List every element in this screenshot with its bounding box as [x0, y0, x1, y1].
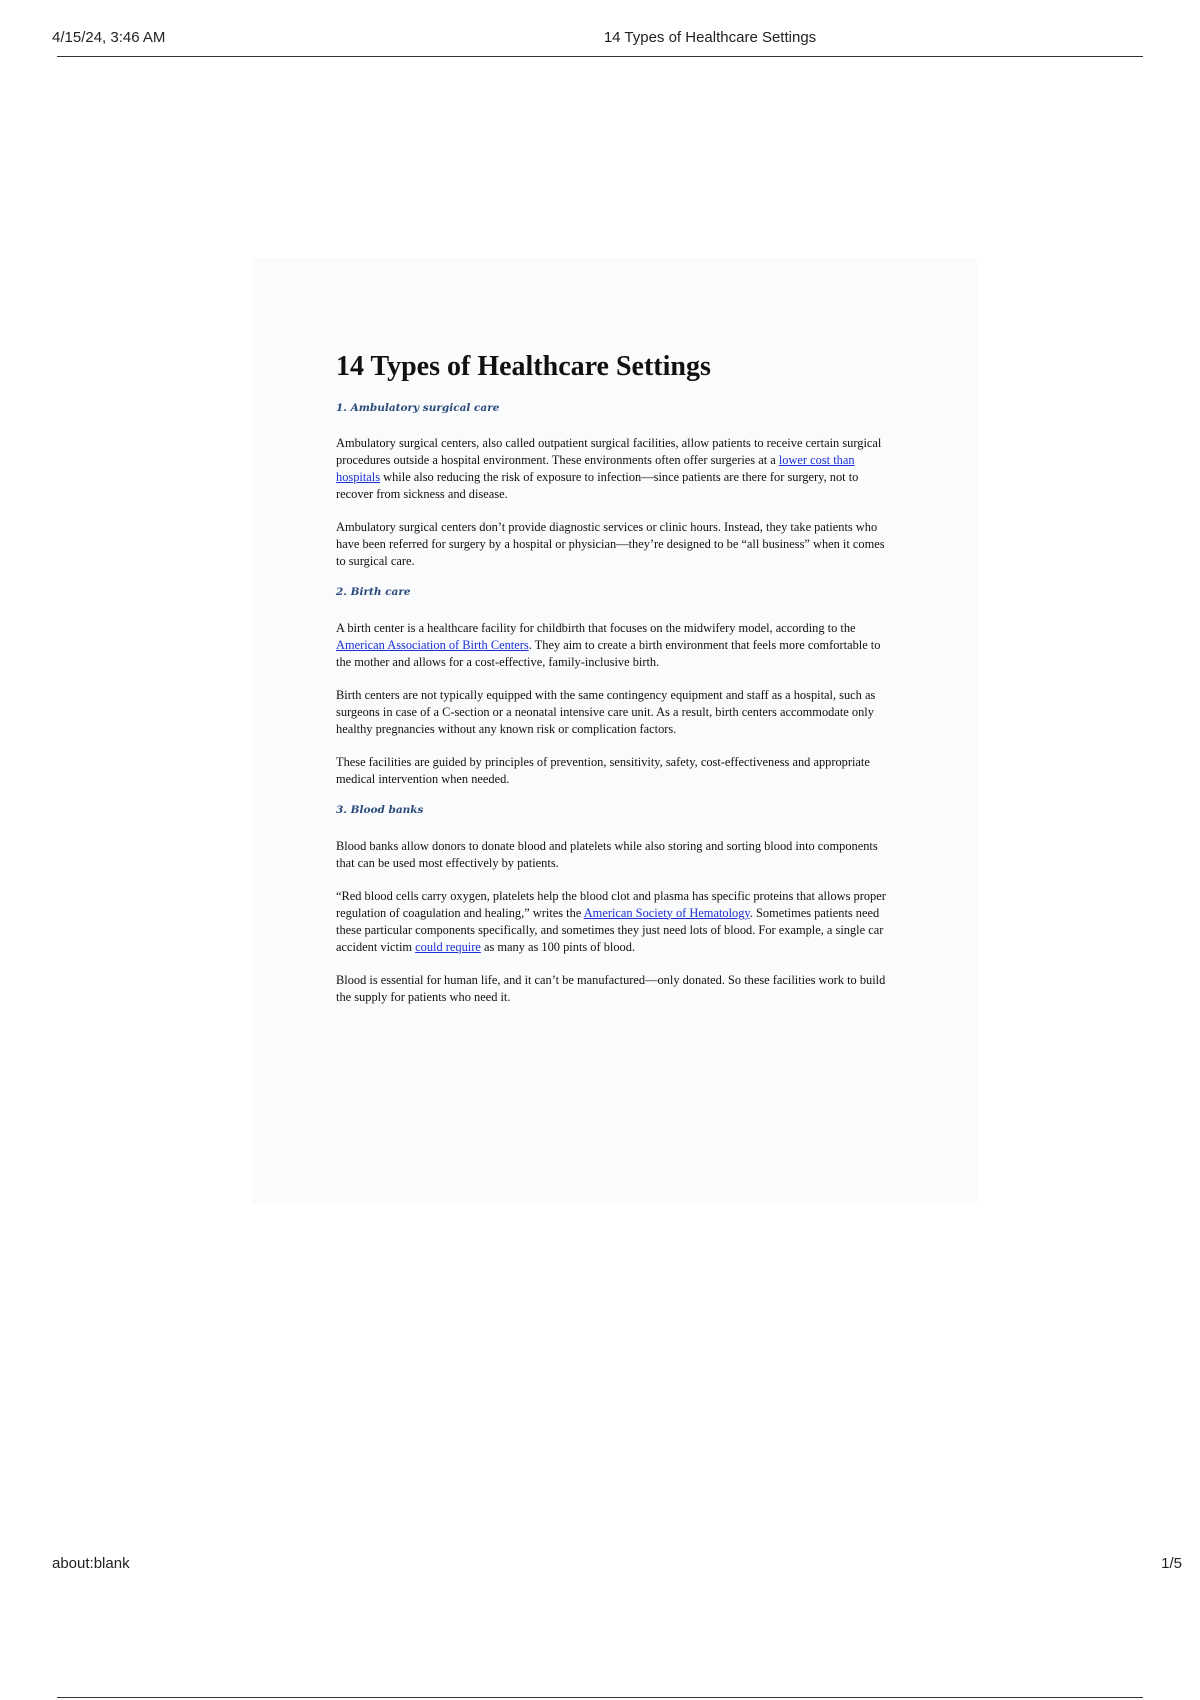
paragraph-text: Blood banks allow donors to donate blood and platelets while also storing and sorting blood into components that can be used most effectively by patients. — [336, 838, 878, 870]
section-heading-birth-care: 2. Birth care — [336, 586, 411, 599]
print-header-title: 14 Types of Healthcare Settings — [603, 29, 817, 46]
document-content — [336, 350, 896, 1022]
link-could-require[interactable]: could require — [415, 939, 481, 954]
paragraph-text: while also reducing the risk of exposure to infection—since patients are there for surgery, not to recover from sickness and disease. — [336, 470, 859, 502]
paragraph-text: A birth center is a healthcare facility for childbirth that focuses on the midwifery model, according to the — [336, 620, 856, 635]
link-american-association-of-birth-centers[interactable]: American Association of Birth Centers — [336, 637, 529, 652]
section-heading-blood-banks: 3. Blood banks — [336, 803, 424, 816]
paragraph-text: These facilities are guided by principles of prevention, sensitivity, safety, cost-effectiveness and appropriate medical intervention when needed. — [336, 754, 870, 786]
paragraph — [336, 754, 896, 788]
paragraph — [336, 620, 896, 671]
paragraph — [336, 972, 896, 1006]
header-divider — [57, 56, 1143, 57]
print-footer-url: about:blank — [52, 1555, 130, 1572]
document-title: 14 Types of Healthcare Settings — [336, 351, 711, 382]
paragraph-text: Ambulatory surgical centers, also called outpatient surgical facilities, allow patients to receive certain surgical procedures outside a hospital environment. These environments often offer surgeries at a — [336, 436, 882, 468]
print-footer-page-indicator: 1/5 — [1161, 1555, 1182, 1572]
paragraph-text: “Red blood cells carry oxygen, platelets help the blood clot and plasma has specific proteins that allows proper regulation of coagulation and healing,” writes the — [336, 888, 886, 920]
link-lower-cost-than-hospitals[interactable]: lower cost than hospitals — [336, 453, 855, 485]
paragraph — [336, 888, 896, 956]
paragraph — [336, 435, 896, 503]
paragraph-text: Ambulatory surgical centers don’t provide diagnostic services or clinic hours. Instead, they take patients who have been referred for surgery by a hospital or physician—they’re designed to be “all business” when it comes to surgical care. — [336, 520, 885, 569]
paragraph — [336, 519, 896, 570]
print-header-datetime: 4/15/24, 3:46 AM — [52, 29, 166, 46]
section-heading-ambulatory-surgical-care: 1. Ambulatory surgical care — [336, 401, 500, 414]
paragraph-text: . Sometimes patients need these particular components specifically, and sometimes they just need lots of blood. For example, a single car accident victim — [336, 905, 884, 954]
paragraph — [336, 838, 896, 872]
paragraph-text: Blood is essential for human life, and it can’t be manufactured—only donated. So these facilities work to build the supply for patients who need it. — [336, 972, 886, 1004]
paragraph — [336, 687, 896, 738]
paragraph-text: . They aim to create a birth environment that feels more comfortable to the mother and allows for a cost-effective, family-inclusive birth. — [336, 637, 881, 669]
paragraph-text: Birth centers are not typically equipped with the same contingency equipment and staff as a hospital, such as surgeons in case of a C-section or a neonatal intensive care unit. As a result, birth centers accommodate only healthy pregnancies without any known risk or complication factors. — [336, 687, 876, 736]
paragraph-text: as many as 100 pints of blood. — [480, 939, 636, 954]
link-american-society-of-hematology[interactable]: American Society of Hematology — [583, 905, 750, 920]
footer-divider — [57, 1697, 1143, 1698]
